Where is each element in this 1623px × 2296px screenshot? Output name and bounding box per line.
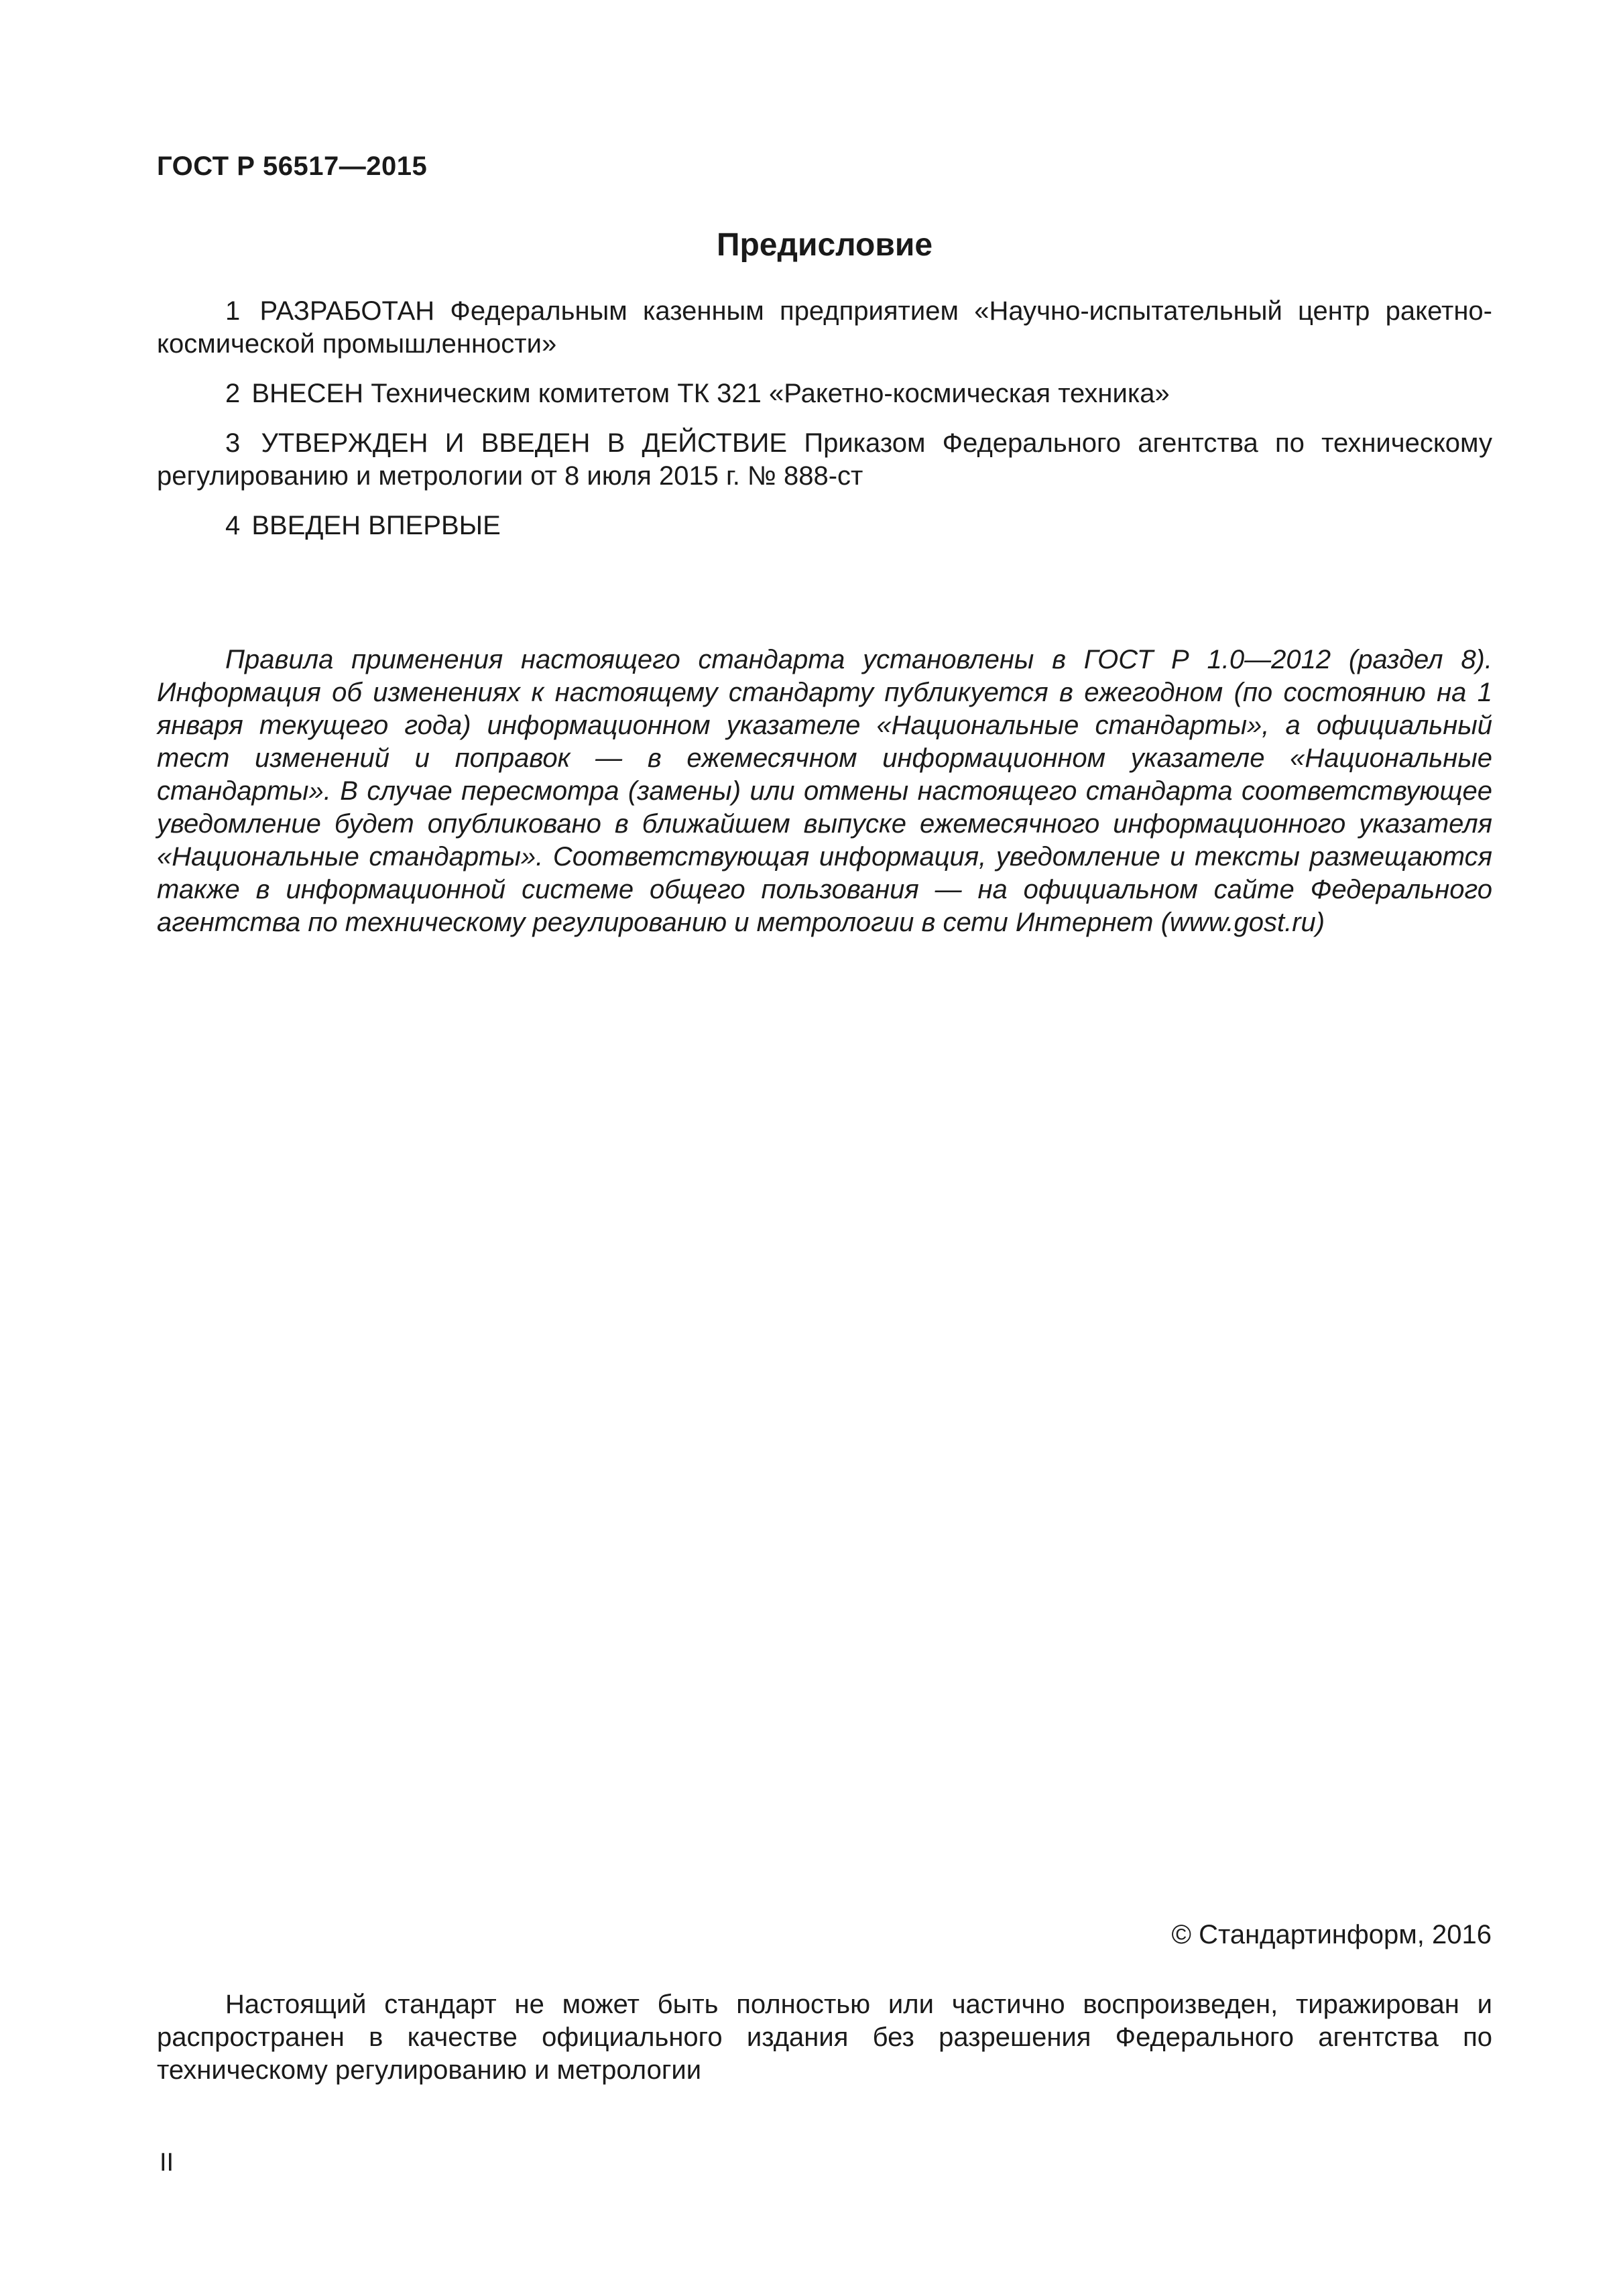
application-rules-notice	[157, 644, 1492, 939]
preface-item-number: 3	[225, 428, 241, 458]
document-code: ГОСТ Р 56517—2015	[157, 152, 428, 181]
preface-item-text: РАЗРАБОТАН Федеральным казенным предприятием «Научно-испытательный центр ракетно-космической промышленности»	[157, 296, 1492, 359]
page-number: II	[160, 2149, 174, 2177]
preface-item-text: ВНЕСЕН Техническим комитетом ТК 321 «Ракетно-космическая техника»	[251, 379, 1170, 408]
preface-item-number: 2	[225, 379, 241, 408]
preface-heading: Предисловие	[716, 227, 933, 263]
preface-item-text: УТВЕРЖДЕН И ВВЕДЕН В ДЕЙСТВИЕ Приказом Федерального агентства по техническому регулированию и метрологии от 8 июля 2015 г. № 888-ст	[157, 428, 1492, 491]
copyright-line: © Стандартинформ, 2016	[1171, 1920, 1492, 1949]
preface-list	[157, 295, 1492, 559]
reproduction-notice	[157, 1988, 1492, 2087]
preface-item-4	[157, 509, 1492, 542]
preface-item-1	[157, 295, 1492, 361]
preface-item-text: ВВЕДЕН ВПЕРВЫЕ	[251, 511, 501, 540]
preface-item-3	[157, 427, 1492, 493]
preface-item-2	[157, 377, 1492, 410]
application-rules-text: Правила применения настоящего стандарта установлены в ГОСТ Р 1.0—2012 (раздел 8). Информация об изменениях к настоящему стандарту публикуется в ежегодном (по состоянию на 1 января текущего года) информационном указателе «Национальные стандарты», а официальный тест изменений и поправок — в ежемесячном информационном указателе «Национальные стандарты». В случае пересмотра (замены) или отмены настоящего стандарта соответствующее уведомление будет опубликовано в ближайшем выпуске ежемесячного информационного указателя «Национальные стандарты». Соответствующая информация, уведомление и тексты размещаются также в информационной системе общего пользования — на официальном сайте Федерального агентства по техническому регулированию и метрологии в сети Интернет (www.gost.ru)	[157, 645, 1492, 937]
preface-item-number: 4	[225, 511, 241, 540]
reproduction-notice-text: Настоящий стандарт не может быть полностью или частично воспроизведен, тиражирован и распространен в качестве официального издания без разрешения Федерального агентства по техническому регулированию и метрологии	[157, 1990, 1492, 2085]
preface-item-number: 1	[225, 296, 241, 326]
